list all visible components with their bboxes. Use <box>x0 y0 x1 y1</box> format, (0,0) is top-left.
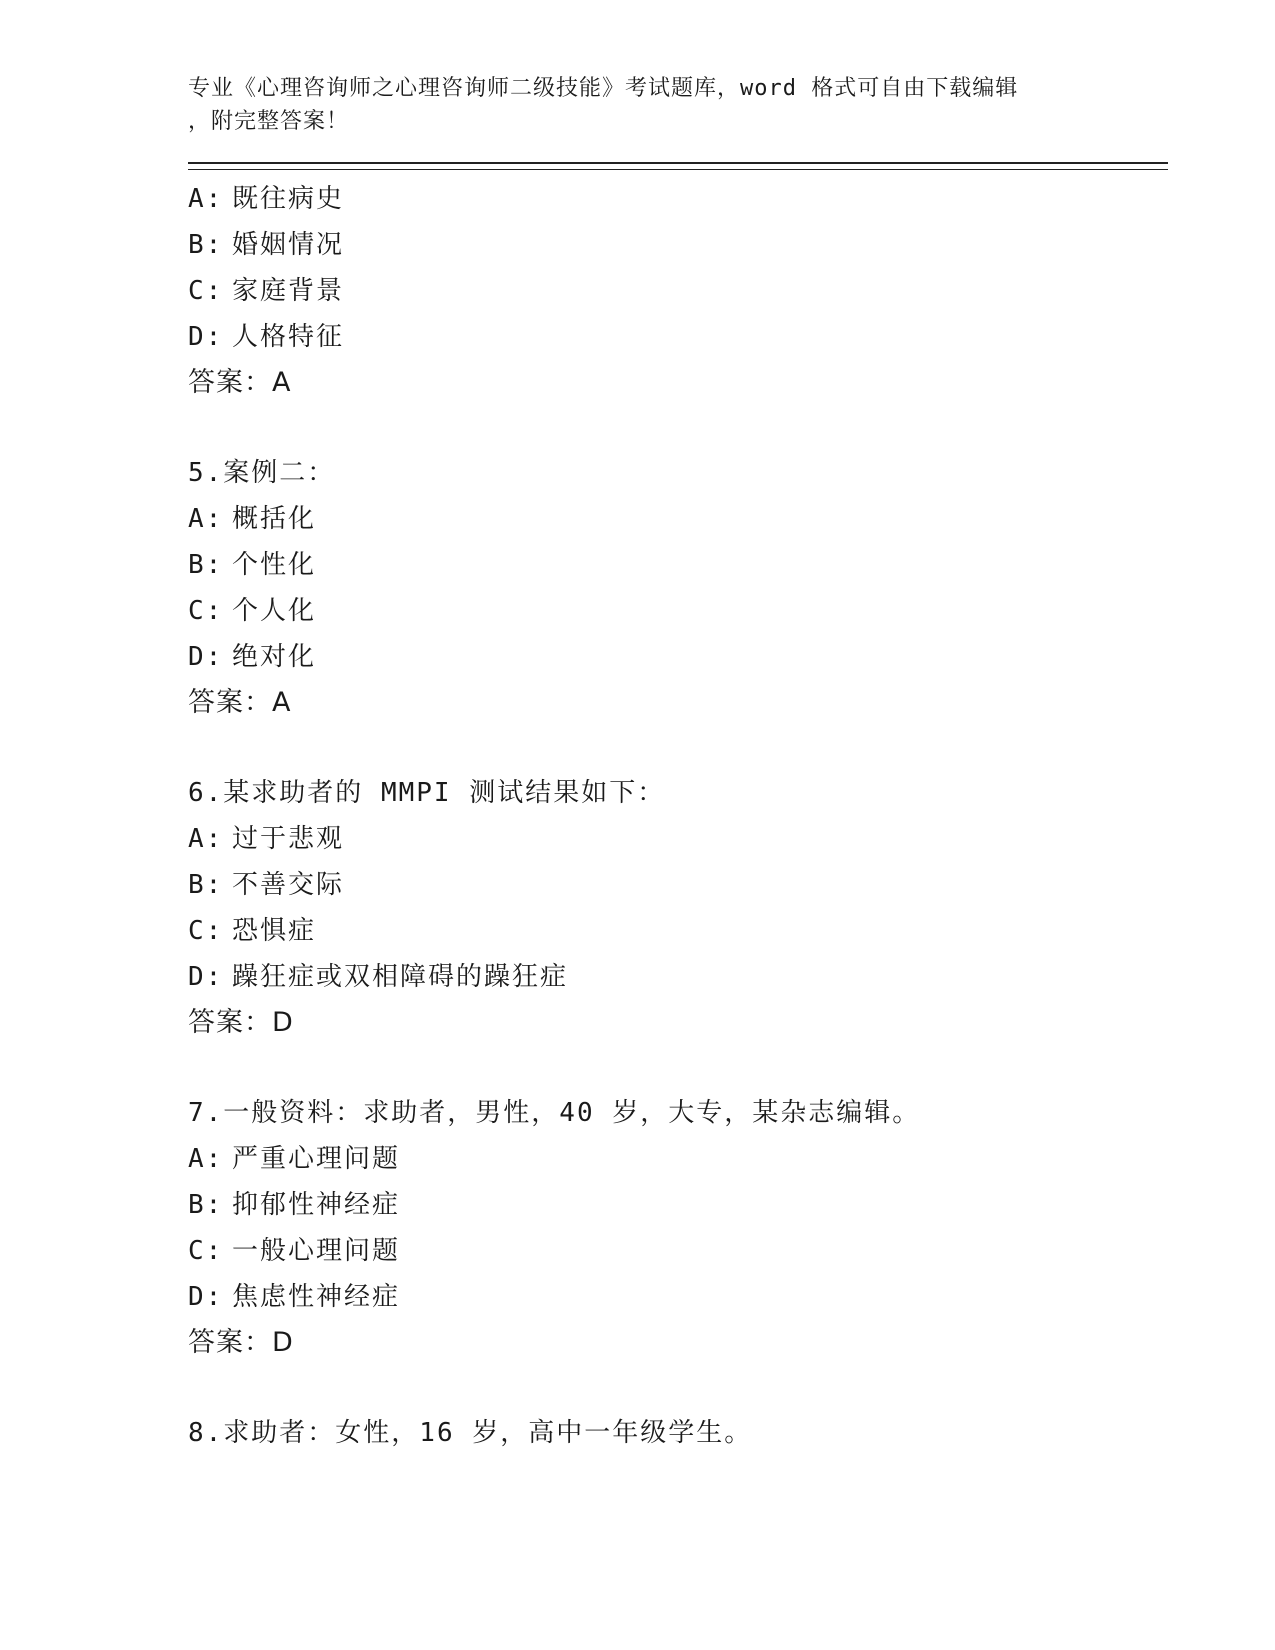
option-text: 概括化 <box>232 504 317 534</box>
option-a <box>188 176 1168 222</box>
header-divider <box>188 162 1168 170</box>
option-key: A: <box>188 504 224 534</box>
question-block <box>188 770 1168 1046</box>
option-key: D: <box>188 962 224 992</box>
option-text: 过于悲观 <box>232 824 345 854</box>
document-header-note <box>188 72 1168 138</box>
option-key: B: <box>188 870 224 900</box>
option-key: A: <box>188 824 224 854</box>
answer-line: 答案：A <box>188 687 292 718</box>
answer-line: 答案：A <box>188 367 292 398</box>
option-b <box>188 862 1168 908</box>
option-key: C: <box>188 276 224 306</box>
question-block <box>188 176 1168 406</box>
option-a <box>188 496 1168 542</box>
option-text: 严重心理问题 <box>232 1144 401 1174</box>
option-c <box>188 588 1168 634</box>
question-title: 8.求助者：女性，16 岁，高中一年级学生。 <box>188 1418 753 1448</box>
option-key: C: <box>188 916 224 946</box>
option-key: C: <box>188 596 224 626</box>
option-d <box>188 634 1168 680</box>
option-key: D: <box>188 322 224 352</box>
option-text: 既往病史 <box>232 184 345 214</box>
option-c <box>188 1228 1168 1274</box>
option-key: D: <box>188 1282 224 1312</box>
question-block <box>188 1410 1168 1456</box>
option-a <box>188 1136 1168 1182</box>
header-line-2: ，附完整答案！ <box>188 109 350 134</box>
option-key: C: <box>188 1236 224 1266</box>
option-b <box>188 222 1168 268</box>
question-block <box>188 1090 1168 1366</box>
option-text: 个人化 <box>232 596 317 626</box>
question-title: 7.一般资料：求助者，男性，40 岁，大专，某杂志编辑。 <box>188 1098 921 1128</box>
answer-line: 答案：D <box>188 1007 294 1038</box>
option-text: 绝对化 <box>232 642 317 672</box>
question-block <box>188 450 1168 726</box>
option-c <box>188 268 1168 314</box>
option-text: 家庭背景 <box>232 276 345 306</box>
option-b <box>188 542 1168 588</box>
option-a <box>188 816 1168 862</box>
option-key: B: <box>188 550 224 580</box>
option-text: 婚姻情况 <box>232 230 345 260</box>
option-text: 一般心理问题 <box>232 1236 401 1266</box>
document-page <box>188 72 1168 1456</box>
option-key: A: <box>188 184 224 214</box>
option-text: 焦虑性神经症 <box>232 1282 401 1312</box>
header-line-1: 专业《心理咨询师之心理咨询师二级技能》考试题库，word 格式可自由下载编辑 <box>188 76 1019 101</box>
option-key: B: <box>188 230 224 260</box>
option-d <box>188 1274 1168 1320</box>
option-d <box>188 314 1168 360</box>
option-d <box>188 954 1168 1000</box>
question-title: 5.案例二： <box>188 458 336 488</box>
option-text: 个性化 <box>232 550 317 580</box>
answer-line: 答案：D <box>188 1327 294 1358</box>
option-text: 躁狂症或双相障碍的躁狂症 <box>232 962 569 992</box>
option-b <box>188 1182 1168 1228</box>
option-text: 不善交际 <box>232 870 345 900</box>
question-title: 6.某求助者的 MMPI 测试结果如下： <box>188 778 666 808</box>
option-text: 恐惧症 <box>232 916 317 946</box>
option-c <box>188 908 1168 954</box>
option-key: B: <box>188 1190 224 1220</box>
option-key: A: <box>188 1144 224 1174</box>
option-text: 抑郁性神经症 <box>232 1190 401 1220</box>
option-text: 人格特征 <box>232 322 345 352</box>
option-key: D: <box>188 642 224 672</box>
